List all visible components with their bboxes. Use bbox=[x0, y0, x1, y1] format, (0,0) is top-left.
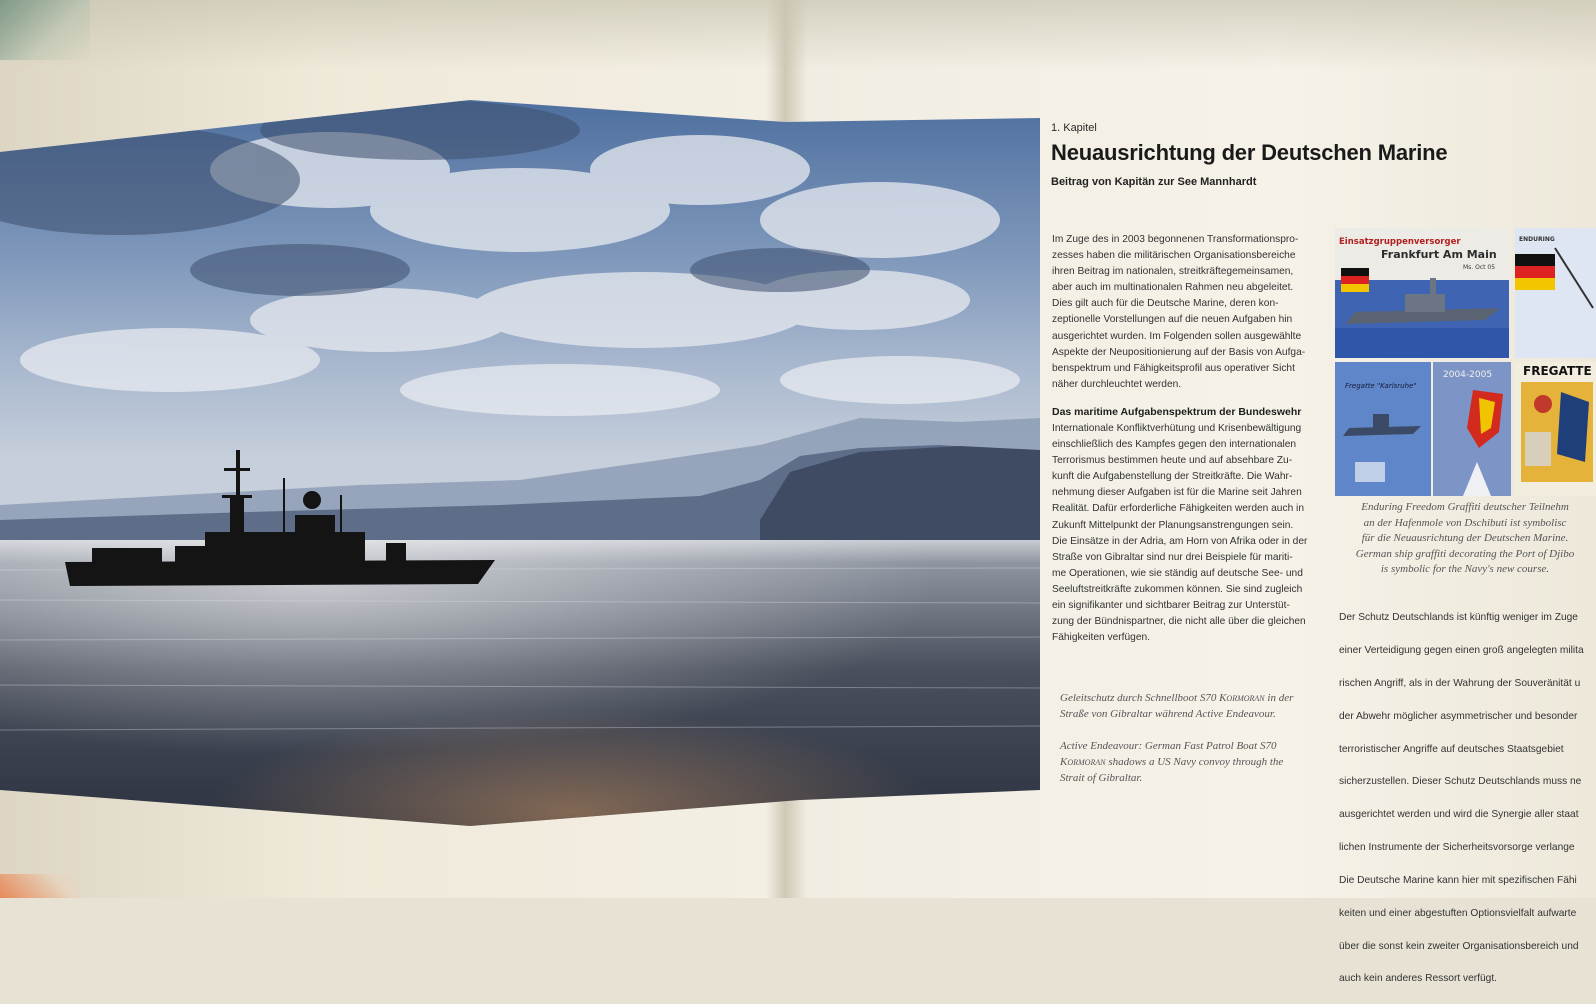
graffiti-text: Frankfurt Am Main bbox=[1381, 248, 1497, 261]
caption-line: Strait of Gibraltar. bbox=[1060, 772, 1143, 784]
caption-line: is symbolic for the Navy's new course. bbox=[1380, 563, 1550, 575]
text-line: Die Deutsche Marine kann hier mit spezifischen Fähi bbox=[1339, 874, 1577, 886]
flag-and-ship-drawing bbox=[1335, 228, 1509, 358]
patrol-boat-photo bbox=[0, 100, 1040, 826]
text-line: Fähigkeiten verfügen. bbox=[1052, 632, 1150, 644]
ship-name: Kormoran bbox=[1060, 756, 1106, 768]
chapter-label: 1. Kapitel bbox=[1051, 122, 1097, 134]
text-line: aber auch im multinationalen Rahmen neu abgeleitet. bbox=[1052, 282, 1294, 294]
text-line: kunft die Aufgabenstellung der Streitkräfte. Die Wahr- bbox=[1052, 471, 1293, 483]
emblem-drawing bbox=[1515, 362, 1596, 496]
corner-color-bleed bbox=[0, 0, 90, 60]
graffiti-text: FREGATTE bbox=[1523, 364, 1592, 378]
text-line: Der Schutz Deutschlands ist künftig weniger im Zuge bbox=[1339, 612, 1578, 624]
text-line: einschließlich des Kampfes gegen den internationalen bbox=[1052, 439, 1297, 451]
text-line: näher durchleuchtet werden. bbox=[1052, 378, 1182, 390]
text-line: Die Einsätze in der Adria, am Horn von Afrika oder in der bbox=[1052, 535, 1308, 547]
text-line: benspektrum und Fähigkeitsprofil aus operativer Sicht bbox=[1052, 362, 1295, 374]
graffiti-text: Einsatzgruppenversorger bbox=[1339, 237, 1461, 247]
caption-line: Straße von Gibraltar während Active Endeavour. bbox=[1060, 708, 1276, 720]
page-edge-shadow bbox=[0, 0, 1596, 70]
graffiti-tile-enduring bbox=[1515, 228, 1596, 358]
text-line: Dies gilt auch für die Deutsche Marine, deren kon- bbox=[1052, 298, 1279, 310]
graffiti-caption bbox=[1334, 500, 1596, 578]
graffiti-text: Ms. Oct 05 bbox=[1463, 264, 1496, 271]
caption-line: Enduring Freedom Graffiti deutscher Teilnehm bbox=[1361, 501, 1569, 513]
text-line: ihren Beitrag im nationalen, streitkräftegemeinsamen, bbox=[1052, 266, 1294, 278]
graffiti-text: Fregatte "Karlsruhe" bbox=[1345, 382, 1417, 390]
text-line: der Abwehr möglicher asymmetrischer und besonder bbox=[1339, 710, 1578, 722]
photo-caption-english bbox=[1060, 738, 1330, 786]
graffiti-collage bbox=[1335, 228, 1596, 496]
text-line: auch kein anderes Ressort verfügt. bbox=[1339, 973, 1497, 985]
flag-drawing bbox=[1515, 228, 1596, 358]
graffiti-tile-karlsruhe bbox=[1335, 362, 1431, 496]
text-line: lichen Instrumente der Sicherheitsvorsorge verlange bbox=[1339, 842, 1575, 854]
intro-paragraph bbox=[1052, 232, 1324, 393]
text-line: Terrorismus bestimmen heute und auf absehbare Zu- bbox=[1052, 455, 1293, 467]
text-line: terroristischer Angriffe auf deutsches Staatsgebiet bbox=[1339, 743, 1564, 755]
section-heading: Das maritime Aufgabenspektrum der Bundeswehr bbox=[1052, 406, 1302, 418]
text-line: Straße von Gibraltar sind nur drei Beispiele für mariti- bbox=[1052, 551, 1293, 563]
caption-line: für die Neuausrichtung der Deutschen Marine. bbox=[1361, 532, 1569, 544]
text-line: zung der Bündnispartner, die nicht alle über die gleichen bbox=[1052, 616, 1306, 628]
text-line: nehmung dieser Aufgaben ist für die Marine seit Jahren bbox=[1052, 487, 1302, 499]
text-line: Realität. Dafür erforderliche Fähigkeiten werden auch in bbox=[1052, 503, 1304, 515]
text-line: ein signifikanter und sichtbarer Beitrag zur Unterstüt- bbox=[1052, 600, 1290, 612]
text-line: Seeluftstreitkräfte zukommen können. Sie sind zugleich bbox=[1052, 583, 1303, 595]
text-line: sicherzustellen. Dieser Schutz Deutschlands muss ne bbox=[1339, 776, 1582, 788]
text-line: Im Zuge des in 2003 begonnenen Transformationspro- bbox=[1052, 234, 1299, 245]
frigate-drawing bbox=[1335, 362, 1431, 496]
text-line: Zukunft Mittelpunkt der Planungsanstrengungen sein. bbox=[1052, 519, 1294, 531]
caption-line: Active Endeavour: German Fast Patrol Boat S70 bbox=[1060, 740, 1277, 752]
text-line: einer Verteidigung gegen einen groß angelegten milita bbox=[1339, 645, 1584, 657]
text-line: rischen Angriff, als in der Wahrung der Souveränität u bbox=[1339, 678, 1581, 690]
caption-line: an der Hafenmole von Dschibuti ist symbolisc bbox=[1363, 516, 1567, 529]
graffiti-tile-2004-2005 bbox=[1433, 362, 1511, 496]
text-line: Internationale Konfliktverhütung und Krisenbewältigung bbox=[1052, 423, 1302, 434]
section-paragraph bbox=[1052, 421, 1326, 646]
text-line: über die sonst kein zweiter Organisationsbereich und bbox=[1339, 940, 1579, 952]
graffiti-text: ENDURING bbox=[1519, 236, 1555, 243]
text-line: keiten und einer abgestuften Optionsvielfalt aufwarte bbox=[1339, 907, 1577, 919]
text-line: zesses haben die militärischen Organisationsbereiche bbox=[1052, 250, 1296, 262]
text-line: me Operationen, wie sie ständig auf deutsche See- und bbox=[1052, 567, 1303, 579]
text-line: zeptionelle Vorstellungen auf die neuen Aufgaben hin bbox=[1052, 314, 1293, 326]
corner-color-bleed-bottom bbox=[0, 874, 80, 898]
text-line: ausgerichtet wurden. Im Folgenden sollen ausgewählte bbox=[1052, 330, 1302, 342]
graffiti-text: 2004-2005 bbox=[1443, 370, 1493, 380]
crest-drawing bbox=[1433, 362, 1511, 496]
chapter-title: Neuausrichtung der Deutschen Marine bbox=[1051, 140, 1448, 165]
right-column-paragraph bbox=[1339, 594, 1596, 1004]
caption-line: German ship graffiti decorating the Port of Djibo bbox=[1355, 547, 1575, 560]
graffiti-tile-frankfurt bbox=[1335, 228, 1509, 358]
text-line: Aspekte der Neupositionierung auf der Basis von Aufga- bbox=[1052, 346, 1306, 358]
graffiti-tile-fregatte bbox=[1515, 362, 1596, 496]
chapter-subtitle: Beitrag von Kapitän zur See Mannhardt bbox=[1051, 176, 1257, 188]
caption-line: Kormoran shadows a US Navy convoy through the bbox=[1060, 756, 1284, 768]
photo-caption-german bbox=[1060, 690, 1330, 722]
ship-name: Kormoran bbox=[1219, 692, 1265, 704]
caption-line: Geleitschutz durch Schnellboot S70 Kormoran in der bbox=[1060, 692, 1294, 704]
text-line: ausgerichtet werden und wird die Synergie aller staat bbox=[1339, 809, 1579, 821]
